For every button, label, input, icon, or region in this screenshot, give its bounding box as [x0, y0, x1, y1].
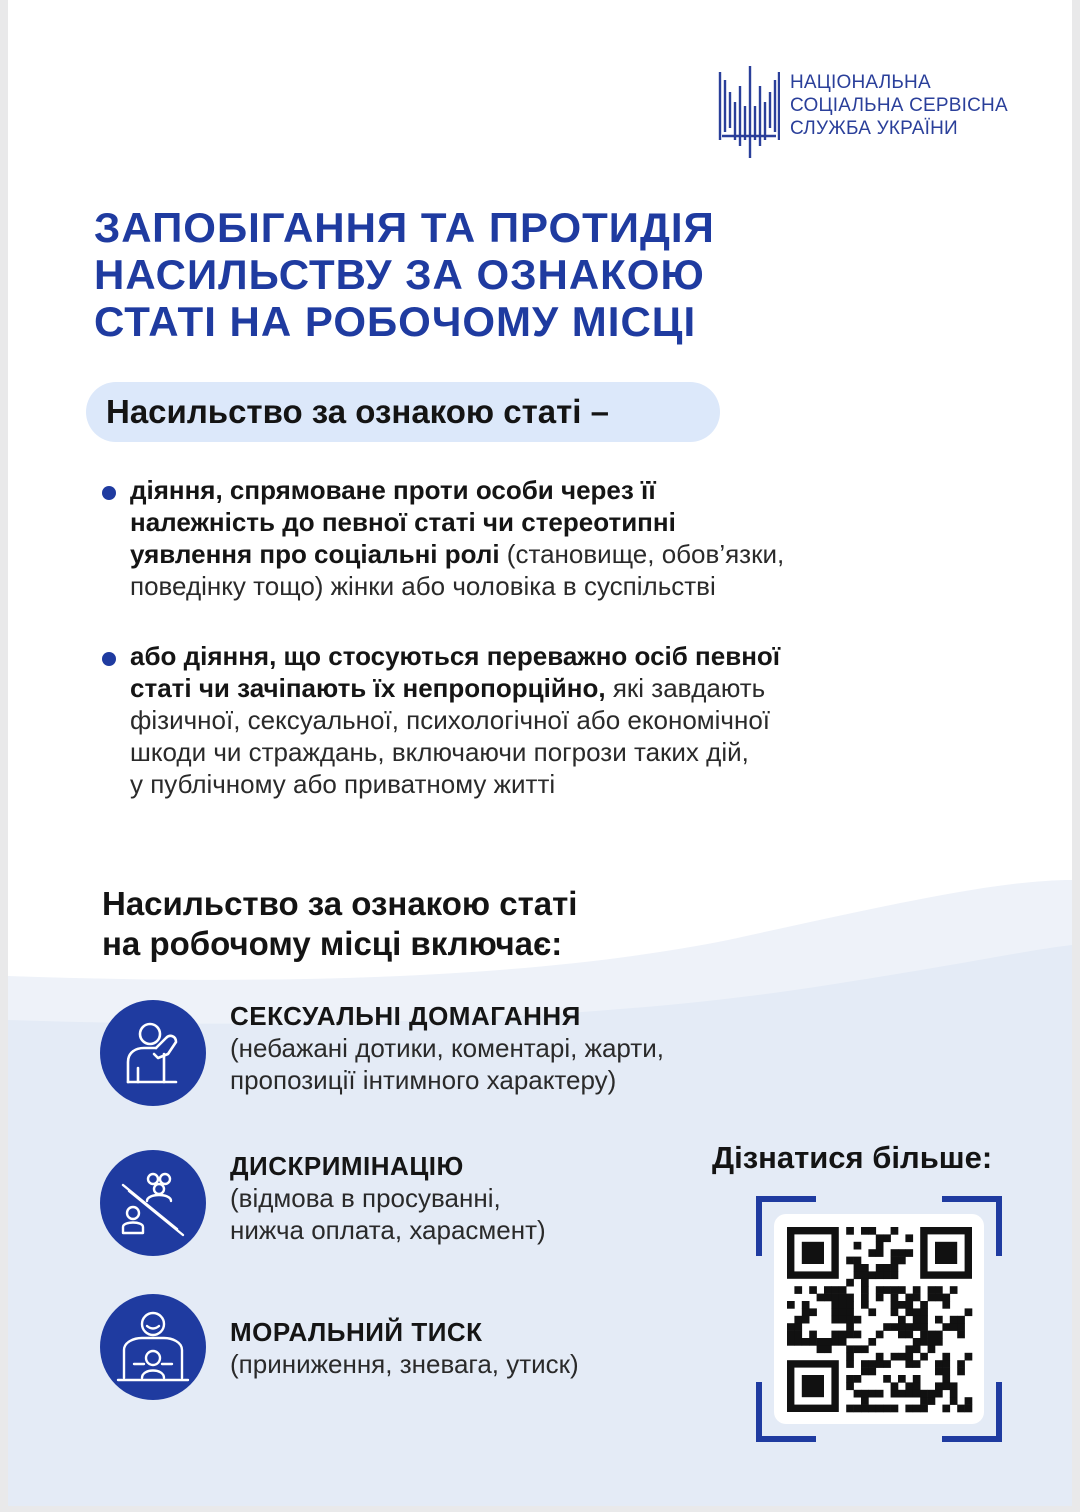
- section-title: [102, 884, 577, 964]
- violence-type-item: [100, 1150, 546, 1256]
- bullet-text: фізичної, сексуальної, психологічної або економічної: [130, 705, 771, 735]
- definition-bullet: [130, 474, 930, 602]
- bullet-bold-text: або діяння, що стосуються переважно осіб певної: [130, 641, 781, 671]
- bullet-text: у публічному або приватному житті: [130, 769, 556, 799]
- violence-type-text: [230, 1000, 664, 1096]
- violence-type-text: [230, 1316, 579, 1380]
- title-line: ЗАПОБІГАННЯ ТА ПРОТИДІЯ: [94, 204, 715, 251]
- bullet-dot-icon: [102, 486, 116, 500]
- violence-type-description: (відмова в просуванні,: [230, 1183, 501, 1213]
- section-title-line: на робочому місці включає:: [102, 925, 563, 962]
- violence-type-description: пропозиції інтимного характеру): [230, 1065, 617, 1095]
- violence-type-description: (приниження, зневага, утиск): [230, 1349, 579, 1379]
- violence-type-heading: СЕКСУАЛЬНІ ДОМАГАННЯ: [230, 1001, 581, 1031]
- section-title-line: Насильство за ознакою статі: [102, 885, 578, 922]
- moral-pressure-icon: [100, 1294, 206, 1400]
- definition-bullet: [130, 640, 930, 800]
- violence-type-item: [100, 1000, 664, 1106]
- learn-more-label: Дізнатися більше:: [712, 1140, 993, 1175]
- qr-code-icon[interactable]: [774, 1214, 984, 1424]
- title-line: СТАТІ НА РОБОЧОМУ МІСЦІ: [94, 298, 697, 345]
- bullet-text: шкоди чи страждань, включаючи погрози таких дій,: [130, 737, 749, 767]
- violence-type-description: нижча оплата, харасмент): [230, 1215, 546, 1245]
- definition-label: Насильство за ознакою статі –: [86, 382, 720, 442]
- leaflet-page: [8, 0, 1072, 1506]
- bullet-bold-text: діяння, спрямоване проти особи через її: [130, 475, 656, 505]
- bullet-text: які завдають: [605, 673, 766, 703]
- violence-type-heading: МОРАЛЬНИЙ ТИСК: [230, 1317, 483, 1347]
- bullet-dot-icon: [102, 652, 116, 666]
- page-title: [94, 204, 715, 345]
- discrimination-icon: [100, 1150, 206, 1256]
- violence-type-description: (небажані дотики, коментарі, жарти,: [230, 1033, 664, 1063]
- brand-line: СЛУЖБА УКРАЇНИ: [790, 118, 958, 139]
- title-line: НАСИЛЬСТВУ ЗА ОЗНАКОЮ: [94, 251, 705, 298]
- bullet-bold-text: статі чи зачіпають їх непропорційно,: [130, 673, 606, 703]
- nssu-logo-icon: [716, 66, 780, 158]
- violence-type-heading: ДИСКРИМІНАЦІЮ: [230, 1151, 464, 1181]
- brand-name: [790, 71, 1008, 140]
- brand-line: НАЦІОНАЛЬНА: [790, 72, 931, 93]
- brand-block: [716, 66, 1008, 158]
- bullet-text: поведінку тощо) жінки або чоловіка в суспільстві: [130, 571, 716, 601]
- violence-type-text: [230, 1150, 546, 1246]
- violence-type-item: [100, 1294, 579, 1400]
- qr-code[interactable]: [774, 1214, 984, 1424]
- bullet-bold-text: уявлення про соціальні ролі: [130, 539, 500, 569]
- bullet-bold-text: належність до певної статі чи стереотипні: [130, 507, 676, 537]
- harassment-icon: [100, 1000, 206, 1106]
- bullet-text: (становище, обов’язки,: [499, 539, 785, 569]
- brand-line: СОЦІАЛЬНА СЕРВІСНА: [790, 95, 1008, 116]
